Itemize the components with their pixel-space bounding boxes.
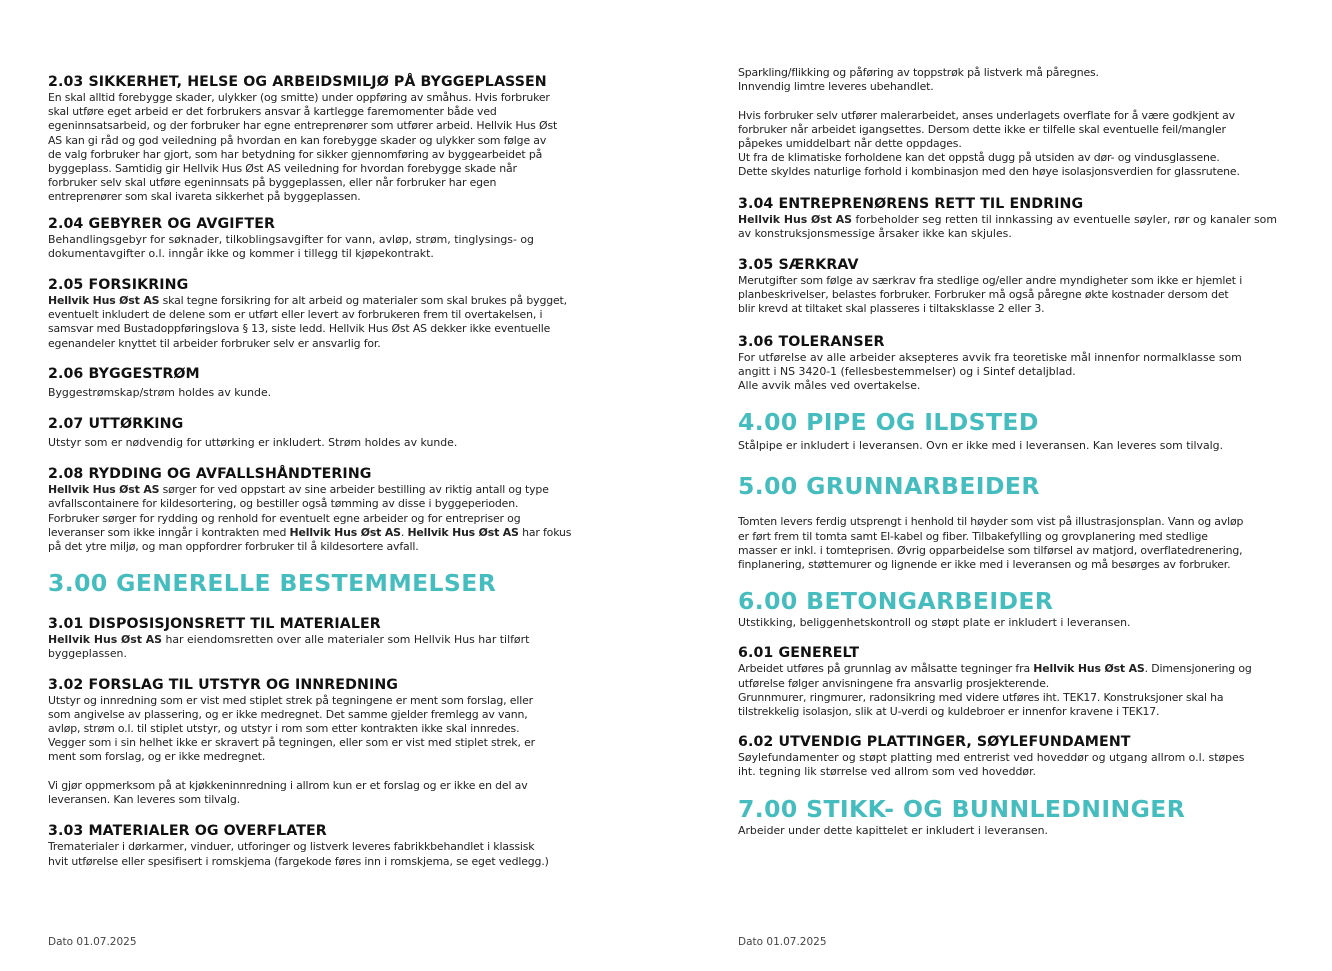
section-title: 2.03 SIKKERHET, HELSE OG ARBEIDSMILJØ PÅ BYGGEPLASSEN bbox=[48, 74, 547, 90]
section-3-03 bbox=[48, 823, 588, 868]
section-title: 2.05 FORSIKRING bbox=[48, 277, 189, 294]
section-body: Merutgifter som følge av særkrav fra stedlige og/eller andre myndigheter som ikke er hjemlet i planbeskrivelser, belastes forbruker. Forbruker må også påregne økte kostnader dersom det blir krevd at tiltaket skal plasseres i tiltaksklasse 2 eller 3. bbox=[738, 274, 1243, 316]
section-6-02 bbox=[738, 734, 1286, 779]
section-2-05 bbox=[48, 277, 588, 351]
section-2-04 bbox=[48, 216, 588, 261]
section-title: 3.01 DISPOSISJONSRETT TIL MATERIALER bbox=[48, 616, 381, 633]
chapter-7-00 bbox=[738, 794, 1286, 838]
section-body: Sparkling/flikking og påføring av toppstrøk på listverk må påregnes. Innvendig limtre leveres ubehandlet. Hvis forbruker selv utfører malerarbeidet, anses underlagets overflate for å være godkjent av forbruker når arbeidet igangsettes. Dersom dette ikke er tilfelle skal eventuelle feil/mangler påpekes umiddelbart når dette oppdages. Ut fra de klimatiske forholdene kan det oppstå dugg på utsiden av dør- og vindusglassene. Dette skyldes naturlige forhold i kombinasjon med den høye isolasjonsverdien for glassrutene. bbox=[738, 66, 1240, 179]
chapter-body: Tomten levers ferdig utsprengt i henhold til høyder som vist på illustrasjonsplan. Vann og avløp er ført frem til tomta samt El-kabel og fiber. Tilbakefylling og grovplanering med stedlige masser er inkl. i tomteprisen. Øvrig opparbeidelse som tilførsel av matjord, overflatedrenering, finplanering, støttemurer og lignende er ikke med i leveransen og må besørges av forbruker. bbox=[738, 515, 1244, 572]
chapter-body: Arbeider under dette kapittelet er inkludert i leveransen. bbox=[738, 823, 1048, 837]
chapter-6-00 bbox=[738, 586, 1286, 630]
section-title: 3.04 ENTREPRENØRENS RETT TIL ENDRING bbox=[738, 195, 1084, 212]
company-name: Hellvik Hus Øst AS bbox=[407, 525, 519, 539]
company-name: Hellvik Hus Øst AS bbox=[48, 294, 160, 308]
section-body: Behandlingsgebyr for søknader, tilkoblingsavgifter for vann, avløp, strøm, tinglysings- og dokumentavgifter o.l. inngår ikke og kommer i tillegg til kjøpekontrakt. bbox=[48, 232, 534, 260]
section-title: 2.07 UTTØRKING bbox=[48, 416, 184, 433]
section-3-04 bbox=[738, 196, 1286, 241]
company-name: Hellvik Hus Øst AS bbox=[1033, 662, 1145, 676]
section-body: Trematerialer i dørkarmer, vinduer, utforinger og listverk leveres fabrikkbehandlet i klassisk hvit utførelse eller spesifisert i romskjema (fargekode føres inn i romskjema, se eget vedlegg.) bbox=[48, 840, 549, 868]
section-title: 3.02 FORSLAG TIL UTSTYR OG INNREDNING bbox=[48, 676, 399, 693]
company-name: Hellvik Hus Øst AS bbox=[48, 633, 162, 647]
section-body: Søylefundamenter og støpt platting med entrerist ved hoveddør og utgang allrom o.l. støpes iht. tegning lik størrelse ved allrom som ved hoveddør. bbox=[738, 751, 1245, 779]
continued-text bbox=[738, 66, 1286, 180]
section-body: En skal alltid forebygge skader, ulykker (og smitte) under oppføring av småhus. Hvis forbruker skal utføre eget arbeid er det forbrukers ansvar å kartlegge faremomenter både ved egeninnsatsarbeid, og der forbruker har egne entreprenører som utfører arbeid. Hellvik Hus Øst AS kan gi råd og god veiledning på hvordan en kan forebygge skader og ulykker som følge av de valg forbruker har gjort, som har betydning for sikker gjennomføring av byggearbeidet på byggeplass. Samtidig gir Hellvik Hus Øst AS veiledning for hvordan forebygge skade når forbruker selv skal utføre egeninnsats på byggeplassen, eller når forbruker har egen entreprenører som skal ivareta sikkerhet på byggeplassen. bbox=[48, 91, 558, 204]
company-name: Hellvik Hus Øst AS bbox=[48, 483, 160, 497]
section-2-07 bbox=[48, 416, 588, 450]
chapter-5-00 bbox=[738, 471, 1286, 572]
section-title: 3.05 SÆRKRAV bbox=[738, 257, 859, 274]
section-3-01 bbox=[48, 616, 588, 661]
section-body: Hellvik Hus Øst AS sørger for ved oppstart av sine arbeider bestilling av riktig antall og type avfallscontainere for kildesortering, og bestiller også tømming av disse i byggeperioden. Forbruker sørger for rydding og renhold for eventuelt egne arbeider og for entrepriser og leveranser som ikke inngår i kontrakten med Hellvik Hus Øst AS. Hellvik Hus Øst AS har fokus på det ytre miljø, og man oppfordrer forbruker til å kildesortere avfall. bbox=[48, 483, 572, 554]
company-name: Hellvik Hus Øst AS bbox=[289, 525, 401, 539]
section-title: 2.06 BYGGESTRØM bbox=[48, 365, 200, 382]
right-column bbox=[738, 66, 1286, 855]
page-footer-date: Dato 01.07.2025 bbox=[48, 936, 137, 948]
section-title: 2.08 RYDDING OG AVFALLSHÅNDTERING bbox=[48, 466, 372, 483]
section-3-05 bbox=[738, 257, 1286, 317]
chapter-heading: 6.00 BETONGARBEIDER bbox=[738, 587, 1054, 616]
section-body: Utstyr som er nødvendig for uttørking er inkludert. Strøm holdes av kunde. bbox=[48, 436, 458, 450]
chapter-body: Utstikking, beliggenhetskontroll og støpt plate er inkludert i leveransen. bbox=[738, 616, 1131, 630]
section-body: Hellvik Hus Øst AS skal tegne forsikring for alt arbeid og materialer som skal brukes på bygget, eventuelt inkludert de delene som er utført eller levert av forbrukeren frem til overtakelsen, i samsvar med Bustadoppføringslova § 13, siste ledd. Hellvik Hus Øst AS dekker ikke eventuelle egenandeler knyttet til arbeider forbruker selv er ansvarlig for. bbox=[48, 294, 567, 350]
chapter-heading: 5.00 GRUNNARBEIDER bbox=[738, 472, 1040, 501]
chapter-heading: 7.00 STIKK- OG BUNNLEDNINGER bbox=[738, 794, 1186, 823]
section-6-01 bbox=[738, 645, 1286, 719]
section-2-03 bbox=[48, 74, 588, 205]
page-footer-date: Dato 01.07.2025 bbox=[738, 936, 827, 948]
section-body: Arbeidet utføres på grunnlag av målsatte tegninger fra Hellvik Hus Øst AS. Dimensjonering og utførelse følger anvisningene fra ansvarlig prosjekterende. Grunnmurer, ringmurer, radonsikring med videre utføres iht. TEK17. Konstruksjoner skal ha tilstrekkelig isolasjon, slik at U-verdi og kuldebroer er innenfor kravene i TEK17. bbox=[738, 662, 1252, 719]
section-title: 3.03 MATERIALER OG OVERFLATER bbox=[48, 823, 327, 840]
section-body: Byggestrømskap/strøm holdes av kunde. bbox=[48, 385, 272, 399]
section-2-06 bbox=[48, 366, 588, 400]
chapter-heading-3-00: 3.00 GENERELLE BESTEMMELSER bbox=[48, 569, 497, 598]
section-title: 6.02 UTVENDIG PLATTINGER, SØYLEFUNDAMENT bbox=[738, 734, 1131, 751]
section-2-08 bbox=[48, 466, 588, 554]
section-body: For utførelse av alle arbeider aksepteres avvik fra teoretiske mål innenfor normalklasse som angitt i NS 3420-1 (fellesbestemmelser) og i Sintef detaljblad. Alle avvik måles ved overtakelse. bbox=[738, 350, 1242, 393]
chapter-4-00 bbox=[738, 407, 1286, 453]
section-body: Hellvik Hus Øst AS forbeholder seg retten til innkassing av eventuelle søyler, rør og kanaler som av konstruksjonsmessige årsaker ikke kan skjules. bbox=[738, 212, 1277, 240]
chapter-heading: 4.00 PIPE OG ILDSTED bbox=[738, 408, 1039, 437]
company-name: Hellvik Hus Øst AS bbox=[738, 212, 852, 226]
section-body: Hellvik Hus Øst AS har eiendomsretten over alle materialer som Hellvik Hus har tilført byggeplassen. bbox=[48, 633, 530, 661]
section-title: 2.04 GEBYRER OG AVGIFTER bbox=[48, 215, 276, 232]
section-title: 6.01 GENERELT bbox=[738, 645, 860, 662]
section-3-02 bbox=[48, 677, 588, 808]
section-body: Utstyr og innredning som er vist med stiplet strek på tegningene er ment som forslag, eller som angivelse av plassering, og er ikke medregnet. Det samme gjelder fremlegg av vann, avløp, strøm o.l. til stiplet utstyr, og utstyr i rom som etter kontrakten ikke skal innredes. Vegger som i sin helhet ikke er skravert på tegningen, eller som er vist med stiplet strek, er ment som forslag, og er ikke medregnet. Vi gjør oppmerksom på at kjøkkeninnredning i allrom kun er et forslag og er ikke en del av leveransen. Kan leveres som tilvalg. bbox=[48, 693, 535, 807]
section-title: 3.06 TOLERANSER bbox=[738, 333, 885, 350]
left-column bbox=[48, 74, 588, 886]
chapter-body: Stålpipe er inkludert i leveransen. Ovn er ikke med i leveransen. Kan leveres som tilvalg. bbox=[738, 439, 1224, 453]
section-3-06 bbox=[738, 334, 1286, 394]
